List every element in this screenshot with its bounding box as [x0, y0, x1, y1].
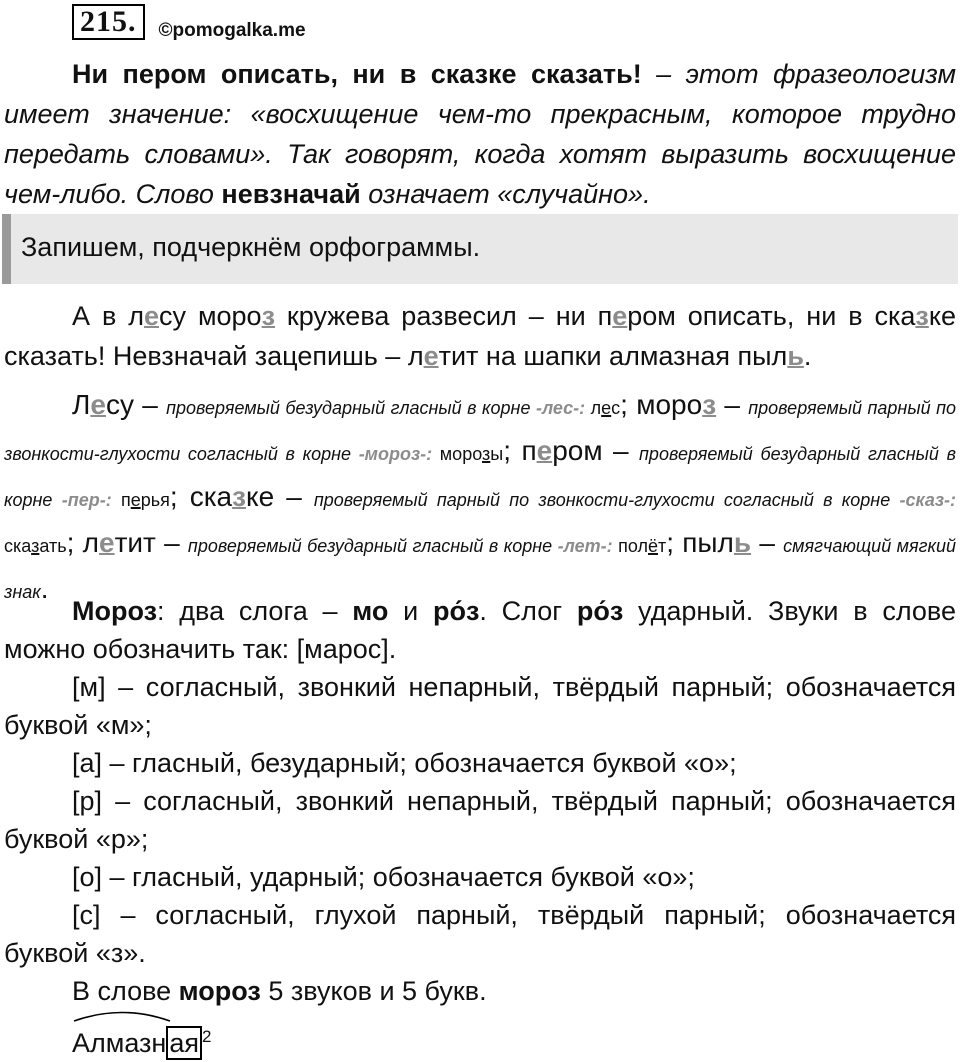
rule-word: п [521, 435, 537, 466]
dash: – [133, 389, 167, 420]
sound-line: [а] – гласный, безударный; обозначается буквой «о»; [72, 748, 737, 778]
rule-word: тит [114, 527, 156, 558]
dash: – [602, 435, 640, 466]
example-word: ска [4, 536, 32, 556]
orthogram-letter: з [915, 301, 929, 331]
example-letter: е [601, 398, 612, 418]
orthogram-letter: е [90, 389, 106, 420]
rule-word: ром [552, 435, 603, 466]
example-letter: з [482, 444, 491, 464]
orthogram-explanations [4, 384, 956, 614]
text-part: . [803, 341, 812, 371]
example-word: с [611, 398, 621, 418]
orthogram-letter: ь [733, 527, 752, 558]
rule-description: проверяемый парный по звонкости-глухости согласный в корне [313, 490, 900, 510]
text-part: ром описать, ни в ска [627, 301, 916, 331]
exercise-number: 215. [72, 4, 145, 40]
rule-word: моро [636, 389, 703, 420]
text-part: ке сказать! Невзначай зацепишь – л [4, 301, 956, 371]
word-nevznachay: невзначай [221, 179, 361, 209]
text-part: кружева развесил – ни п [274, 301, 613, 331]
separator: ; [503, 435, 522, 466]
morpheme-word [72, 1018, 211, 1062]
idiom: Ни пером описать, ни в сказке сказать! [72, 59, 642, 89]
footnote-mark: 2 [201, 1027, 212, 1046]
dash: – [274, 481, 314, 512]
analysis-text: ударный. Звуки в слове можно обозначить так: [марос]. [4, 596, 956, 664]
example-word: моро [432, 444, 483, 464]
dash: – [716, 389, 749, 420]
word-ending: ая [166, 1026, 202, 1060]
rule-word: ска [189, 481, 233, 512]
analysis-text: : два слога – [157, 596, 353, 626]
sound-line: [р] – согласный, звонкий непарный, твёрдый парный; обозначается буквой «р»; [4, 786, 956, 854]
intro-text-1: – этот фразеологизм имеет значение: «восхищение чем-то прекрасным, которое трудно передать словами». Так говорят, когда хотят выразить восхищение чем-либо. Слово [4, 59, 956, 209]
rule-description: проверяемый парный по звонкости-глухости согласный в корне [4, 398, 957, 464]
orthogram-letter: з [232, 481, 247, 512]
rule-root: -мороз-: [358, 444, 433, 464]
rule-description: проверяемый безударный гласный в корне [166, 398, 536, 418]
orthogram-letter: ь [787, 341, 804, 371]
rule-root: -лес-: [535, 398, 586, 418]
example-word: п [111, 490, 131, 510]
example-word: ы [490, 444, 504, 464]
rule-description: проверяемый безударный гласный в корне [187, 536, 558, 556]
separator: . [40, 573, 49, 604]
syllable: ро́з [576, 596, 624, 626]
syllable: ро́з [432, 596, 480, 626]
example-word: ать [39, 536, 67, 556]
rule-root: -лет-: [557, 536, 613, 556]
word-moroz: мороз [178, 976, 261, 1006]
example-letter: е [130, 490, 141, 510]
dash: – [155, 527, 188, 558]
rule-description: проверяемый безударный гласный в корне [4, 444, 956, 510]
site-watermark: ©pomogalka.me [158, 20, 306, 41]
note-box [2, 214, 958, 284]
dash: – [751, 527, 784, 558]
example-word: пол [612, 536, 648, 556]
example-word: рья [140, 490, 170, 510]
main-text [4, 296, 956, 376]
text-part: су моро [159, 301, 262, 331]
text-part: А в л [72, 301, 144, 331]
conclusion-text: В слове [72, 976, 179, 1006]
word-moroz: Мороз [72, 596, 158, 626]
separator: ; [620, 389, 637, 420]
rule-description: смягчающий мягкий знак [4, 536, 957, 602]
note-text: Запишем, подчеркнём орфограммы. [21, 232, 481, 262]
conclusion-text: 5 звуков и 5 букв. [260, 976, 487, 1006]
rule-word: Л [72, 389, 91, 420]
separator: ; [666, 527, 683, 558]
orthogram-letter: е [143, 301, 160, 331]
sound-line: [с] – согласный, глухой парный, твёрдый парный; обозначается буквой «з». [4, 900, 956, 968]
separator: ; [66, 527, 83, 558]
header [72, 4, 306, 40]
orthogram-letter: е [536, 435, 553, 466]
conclusion [4, 972, 956, 1010]
orthogram-letter: з [702, 389, 717, 420]
example-letter: з [31, 536, 40, 556]
rule-root: -сказ-: [899, 490, 957, 510]
rule-word: л [82, 527, 99, 558]
sound-line: [м] – согласный, звонкий непарный, твёрдый парный; обозначается буквой «м»; [4, 672, 956, 740]
orthogram-letter: е [612, 301, 628, 331]
rule-root: -пер-: [61, 490, 112, 510]
example-letter: ё [647, 536, 658, 556]
orthogram-letter: з [261, 301, 275, 331]
separator: ; [169, 481, 190, 512]
rule-word: пыл [682, 527, 734, 558]
rule-word: су [105, 389, 134, 420]
example-word: т [657, 536, 667, 556]
sound-line: [о] – гласный, ударный; обозначается буквой «о»; [72, 862, 695, 892]
example-word: л [585, 398, 602, 418]
intro-text-2: означает «случайно». [360, 179, 651, 209]
orthogram-letter: е [423, 341, 439, 371]
text-part: тит на шапки алмазная пыл [438, 341, 788, 371]
intro-paragraph [4, 54, 956, 214]
analysis-text: и [388, 596, 433, 626]
orthogram-letter: е [98, 527, 115, 558]
analysis-text: . Слог [479, 596, 577, 626]
word-root: Алмазн [72, 1028, 167, 1058]
sound-analysis [4, 592, 956, 1010]
syllable: мо [352, 596, 389, 626]
rule-word: ке [246, 481, 275, 512]
